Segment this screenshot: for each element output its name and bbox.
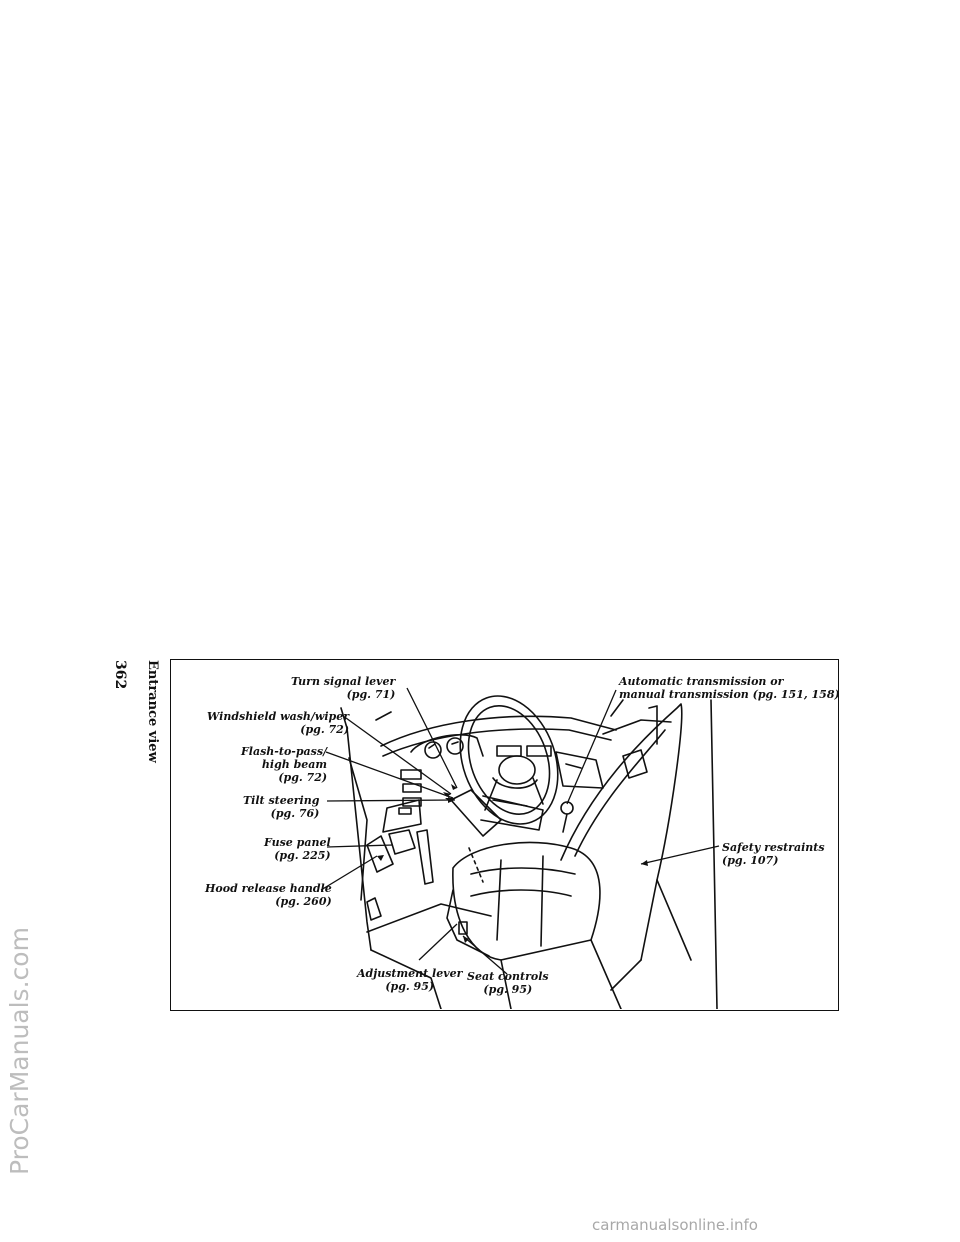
leader-lines bbox=[321, 688, 719, 974]
section-title: Entrance view bbox=[145, 660, 160, 763]
label-seat-controls: Seat controls (pg. 95) bbox=[467, 970, 549, 996]
label-safety-restraints: Safety restraints (pg. 107) bbox=[722, 841, 825, 867]
label-windshield-wash-wiper: Windshield wash/wiper (pg. 72) bbox=[207, 710, 350, 736]
page-number: 362 bbox=[112, 660, 128, 690]
label-flash-to-pass: Flash-to-pass/ high beam (pg. 72) bbox=[241, 745, 328, 784]
label-tilt-steering: Tilt steering (pg. 76) bbox=[243, 794, 320, 820]
label-hood-release: Hood release handle (pg. 260) bbox=[205, 882, 332, 908]
entrance-view-figure bbox=[170, 659, 839, 1011]
label-fuse-panel: Fuse panel (pg. 225) bbox=[264, 836, 331, 862]
watermark: ProCarManuals.com bbox=[5, 927, 34, 1175]
footer-site-link[interactable]: carmanualsonline.info bbox=[592, 1216, 758, 1234]
label-adjustment-lever: Adjustment lever (pg. 95) bbox=[357, 967, 463, 993]
label-transmission: Automatic transmission or manual transmission (pg. 151, 158) bbox=[619, 675, 840, 701]
label-turn-signal: Turn signal lever (pg. 71) bbox=[291, 675, 396, 701]
